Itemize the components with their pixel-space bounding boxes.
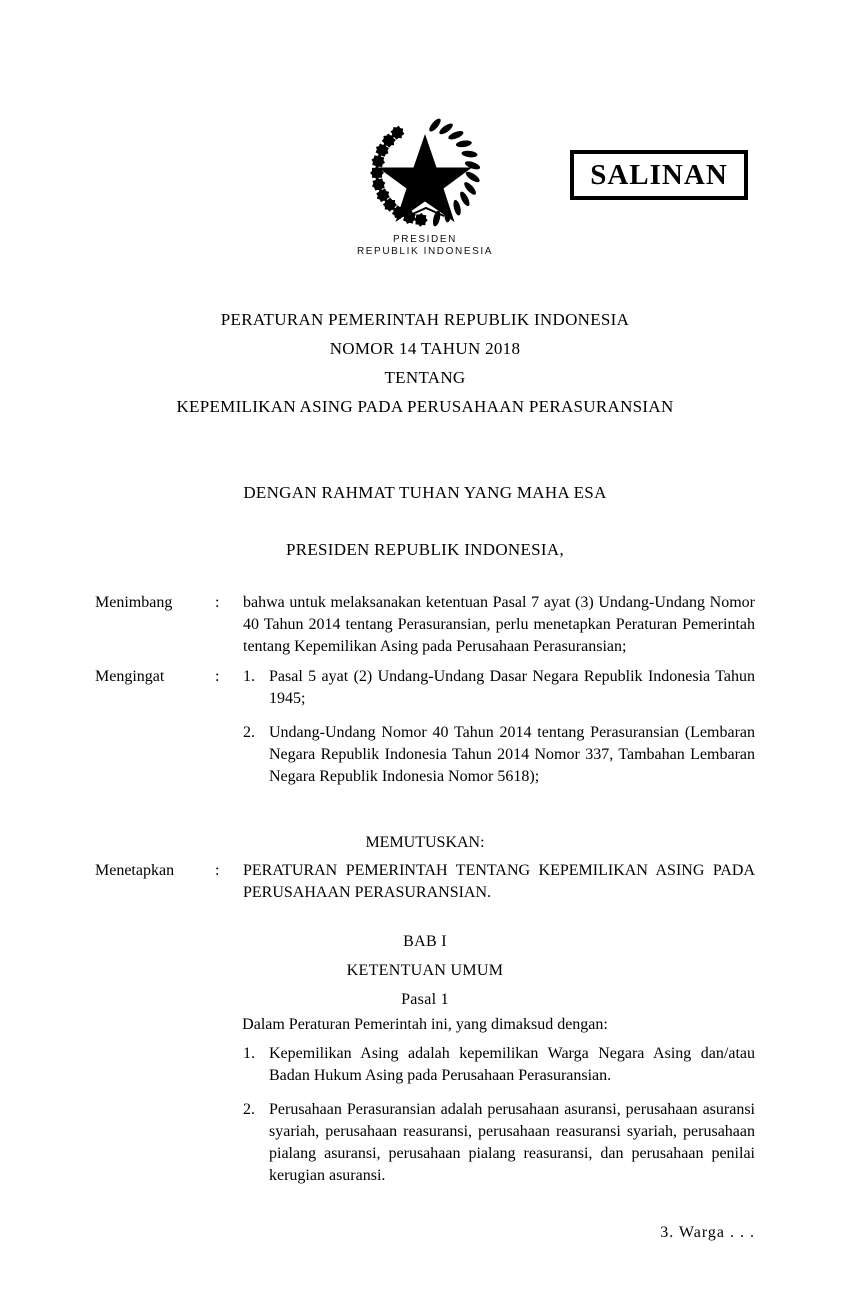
list-item-marker: 1. [243,1045,255,1062]
invocation-block [60,478,790,564]
document-title [60,305,790,421]
list-item-marker: 2. [243,1101,255,1118]
clause-menetapkan-body [243,860,755,904]
clause-menetapkan [95,860,755,904]
mengingat-list [243,666,755,788]
clause-menetapkan-label: Menetapkan [95,862,175,879]
clause-menimbang-text: bahwa untuk melaksanakan ketentuan Pasal 7 ayat (3) Undang-Undang Nomor 40 Tahun 2014 tentang Perasuransian, perlu menetapkan Peraturan Pemerintah tentang Kepemilikan Asing pada Perusahaan Perasuransian; [243,594,755,655]
clause-menimbang-body [243,592,755,658]
presidential-star-wreath-emblem [364,112,486,230]
list-item [243,1099,755,1187]
list-item-marker: 2. [243,724,255,741]
clause-menetapkan-colon: : [215,862,220,879]
clause-menimbang-label: Menimbang [95,594,173,611]
clause-mengingat-body [243,666,755,788]
definitions-list [243,1043,755,1187]
emblem-caption-line2: REPUBLIK INDONESIA [356,246,494,257]
emblem-caption [0,234,850,258]
list-item-text: Kepemilikan Asing adalah kepemilikan Warga Negara Asing dan/atau Badan Hukum Asing pada Perusahaan Perasuransian. [269,1045,755,1084]
clause-mengingat-colon: : [215,668,220,685]
salinan-stamp [570,150,748,200]
chapter-pasal: Pasal 1 [401,991,449,1008]
clause-menetapkan-text: PERATURAN PEMERINTAH TENTANG KEPEMILIKAN ASING PADA PERUSAHAAN PERASURANSIAN. [243,862,755,901]
title-line-regulation: PERATURAN PEMERINTAH REPUBLIK INDONESIA [220,310,630,329]
page-catchword: 3. Warga . . . [660,1224,755,1241]
list-item-text: Perusahaan Perasuransian adalah perusahaan asuransi, perusahaan asuransi syariah, perusahaan reasuransi, perusahaan reasuransi syariah, perusahaan pialang asuransi, perusahaan pialang reasuransi, dan perusahaan penilai kerugian asuransi. [269,1101,755,1184]
clause-menimbang-colon: : [215,594,220,611]
title-line-subject: KEPEMILIKAN ASING PADA PERUSAHAAN PERASURANSIAN [176,397,674,416]
list-item-text: Pasal 5 ayat (2) Undang-Undang Dasar Negara Republik Indonesia Tahun 1945; [269,668,755,707]
list-item [243,666,755,710]
list-item [243,722,755,788]
emblem-caption-line1: PRESIDEN [393,234,457,245]
memutuskan-heading: MEMUTUSKAN: [365,834,485,851]
menetapkan-area [95,860,755,912]
invocation-authority: PRESIDEN REPUBLIK INDONESIA, [285,540,565,559]
chapter-bab-title: KETENTUAN UMUM [346,962,504,979]
chapter-intro-text: Dalam Peraturan Pemerintah ini, yang dimaksud dengan: [242,1016,608,1033]
list-item-marker: 1. [243,668,255,685]
title-line-number: NOMOR 14 TAHUN 2018 [329,339,521,358]
chapter-bab: BAB I [403,933,447,950]
list-item [243,1043,755,1087]
salinan-stamp-label: SALINAN [590,158,728,191]
clause-mengingat [95,666,755,788]
clause-mengingat-label: Mengingat [95,668,165,685]
invocation-blessing: DENGAN RAHMAT TUHAN YANG MAHA ESA [243,483,607,502]
clause-menimbang [95,592,755,658]
chapter-heading-block [60,927,790,1014]
definitions-block [243,1043,755,1199]
list-item-text: Undang-Undang Nomor 40 Tahun 2014 tentang Perasuransian (Lembaran Negara Republik Indonesia Tahun 2014 Nomor 337, Tambahan Lembaran Negara Republik Indonesia Nomor 5618); [269,724,755,785]
title-line-about: TENTANG [384,368,466,387]
clause-area [95,592,755,796]
